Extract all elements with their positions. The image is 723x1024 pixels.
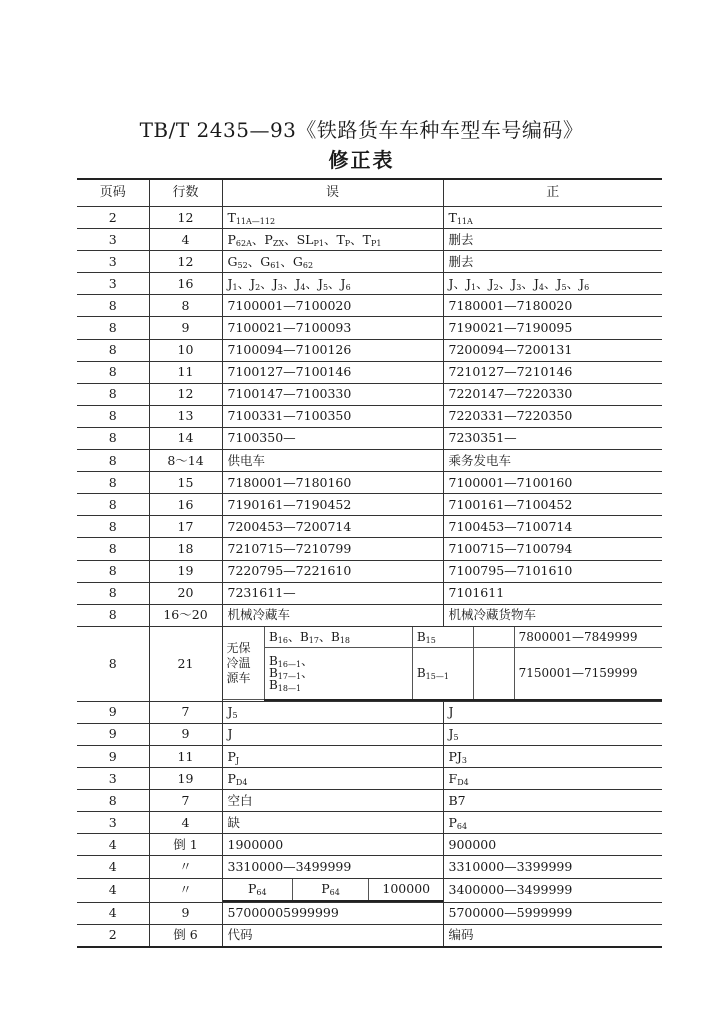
cold-sub2-blank xyxy=(473,647,514,700)
cell-correct: 900000 xyxy=(443,834,662,856)
table-row xyxy=(77,538,662,560)
cell-page: 4 xyxy=(77,834,149,856)
cold-subrow xyxy=(223,627,663,647)
table-row xyxy=(77,924,662,947)
table-row xyxy=(77,405,662,427)
cell-line: 11 xyxy=(149,361,222,383)
cell-page: 8 xyxy=(77,516,149,538)
cell-page: 8 xyxy=(77,604,149,626)
table-row xyxy=(77,317,662,339)
table-row-split xyxy=(77,878,662,902)
cell-page: 8 xyxy=(77,427,149,449)
cell-correct: 7220331—7220350 xyxy=(443,405,662,427)
table-row xyxy=(77,295,662,317)
cold-sub2-wrong-line: $B_{16—1}$、 xyxy=(268,654,314,670)
cell-wrong: 7100331—7100350 xyxy=(222,405,443,427)
cell-page: 8 xyxy=(77,790,149,812)
table-row xyxy=(77,427,662,449)
table-row xyxy=(77,273,662,295)
split-subrow xyxy=(223,879,444,901)
cell-wrong: $P_{D4}$ xyxy=(222,768,443,790)
cell-correct: 7220147—7220330 xyxy=(443,383,662,405)
cell-page: 4 xyxy=(77,856,149,878)
table-row xyxy=(77,339,662,361)
cell-correct: $P_{64}$ xyxy=(443,812,662,834)
cell-wrong: 7100094—7100126 xyxy=(222,339,443,361)
header-correct: 正 xyxy=(443,179,662,207)
cell-wrong: 7220795—7221610 xyxy=(222,560,443,582)
table-row xyxy=(77,902,662,924)
cold-subrow xyxy=(223,647,663,700)
cell-correct: J xyxy=(443,701,662,723)
cell-page: 8 xyxy=(77,560,149,582)
table-row xyxy=(77,494,662,516)
cell-line: 13 xyxy=(149,405,222,427)
cell-correct: $J_5$ xyxy=(443,723,662,745)
cell-wrong: 供电车 xyxy=(222,450,443,472)
table-row xyxy=(77,361,662,383)
cell-page: 3 xyxy=(77,251,149,273)
cell-wrong: 机械冷藏车 xyxy=(222,604,443,626)
cell-wrong: 缺 xyxy=(222,812,443,834)
table-row xyxy=(77,723,662,745)
cell-page: 3 xyxy=(77,229,149,251)
cell-correct: 删去 xyxy=(443,229,662,251)
cell-correct: 7101611 xyxy=(443,582,662,604)
cell-correct: 7100795—7101610 xyxy=(443,560,662,582)
cell-page: 8 xyxy=(77,339,149,361)
cold-sub1-correct: 7800001—7849999 xyxy=(514,627,662,647)
cold-sub1-blank xyxy=(473,627,514,647)
cell-correct: 乘务发电车 xyxy=(443,450,662,472)
cell-wrong: 7100001—7100020 xyxy=(222,295,443,317)
cell-page: 8 xyxy=(77,383,149,405)
table-row xyxy=(77,604,662,626)
header-wrong: 误 xyxy=(222,179,443,207)
cell-line: 8～14 xyxy=(149,450,222,472)
cell-line: 16 xyxy=(149,494,222,516)
cell-line: 14 xyxy=(149,427,222,449)
cell-line: 4 xyxy=(149,812,222,834)
cell-page: 9 xyxy=(77,701,149,723)
table-row-cold-car xyxy=(77,626,662,701)
table-row xyxy=(77,560,662,582)
cell-wrong: 7200453—7200714 xyxy=(222,516,443,538)
cell-line: 19 xyxy=(149,560,222,582)
cell-correct: $F_{D4}$ xyxy=(443,768,662,790)
document-subtitle: 修正表 xyxy=(328,148,395,172)
cell-correct: 7100453—7100714 xyxy=(443,516,662,538)
cell-page: 2 xyxy=(77,924,149,947)
split-wrong-b: $P_{64}$ xyxy=(293,879,369,901)
cell-wrong: 57000005999999 xyxy=(222,902,443,924)
cell-correct: 7100161—7100452 xyxy=(443,494,662,516)
cell-correct: 5700000—5999999 xyxy=(443,902,662,924)
cell-wrong: $P_{62A}$、$P_{ZX}$、$SL_{P1}$、$T_P$、$T_{P1}$ xyxy=(222,229,443,251)
cell-correct: 3400000—3499999 xyxy=(443,878,662,902)
cell-wrong: 3310000—3499999 xyxy=(222,856,443,878)
cell-line: 21 xyxy=(149,626,222,701)
errata-table xyxy=(77,178,662,948)
table-row xyxy=(77,701,662,723)
cell-line: 19 xyxy=(149,768,222,790)
cell-wrong: $G_{52}$、$G_{61}$、$G_{62}$ xyxy=(222,251,443,273)
table-row xyxy=(77,856,662,878)
table-row xyxy=(77,229,662,251)
cell-wrong: 7210715—7210799 xyxy=(222,538,443,560)
table-row xyxy=(77,745,662,767)
cell-page: 8 xyxy=(77,494,149,516)
cell-page: 4 xyxy=(77,902,149,924)
cell-line: 8 xyxy=(149,295,222,317)
cell-correct: 编码 xyxy=(443,924,662,947)
cell-wrong: 空白 xyxy=(222,790,443,812)
cell-wrong: 7100127—7100146 xyxy=(222,361,443,383)
split-subtable xyxy=(223,879,444,902)
cell-line: 18 xyxy=(149,538,222,560)
cell-correct: 7100715—7100794 xyxy=(443,538,662,560)
cell-correct: 7200094—7200131 xyxy=(443,339,662,361)
cold-sub1-wrong: $B_{16}$、$B_{17}$、$B_{18}$ xyxy=(264,627,412,647)
cell-correct: $PJ_3$ xyxy=(443,745,662,767)
cell-wrong: 代码 xyxy=(222,924,443,947)
cold-sub1-mid: $B_{15}$ xyxy=(412,627,473,647)
cell-correct: B7 xyxy=(443,790,662,812)
cell-wrong: 7100021—7100093 xyxy=(222,317,443,339)
split-wrong-a: $P_{64}$ xyxy=(223,879,293,901)
document-title: TB/T 2435—93《铁路货车车种车型车号编码》 xyxy=(139,118,584,142)
table-header-row xyxy=(77,179,662,207)
header-page: 页码 xyxy=(77,179,149,207)
cell-line: 倒 1 xyxy=(149,834,222,856)
cell-page: 8 xyxy=(77,538,149,560)
cell-line: 17 xyxy=(149,516,222,538)
cell-correct: 7210127—7210146 xyxy=(443,361,662,383)
cold-car-label-text: 无保冷温源车 xyxy=(226,640,251,685)
table-row xyxy=(77,582,662,604)
header-line: 行数 xyxy=(149,179,222,207)
table-row xyxy=(77,768,662,790)
cell-wrong: 7180001—7180160 xyxy=(222,472,443,494)
cell-wrong: 7100147—7100330 xyxy=(222,383,443,405)
cell-wrong: 7190161—7190452 xyxy=(222,494,443,516)
table-row xyxy=(77,812,662,834)
cold-sub2-wrong xyxy=(264,647,412,700)
cell-line: 9 xyxy=(149,317,222,339)
cold-car-subtable xyxy=(223,627,663,701)
cell-page: 3 xyxy=(77,812,149,834)
cell-line: 9 xyxy=(149,902,222,924)
cell-wrong: $J_5$ xyxy=(222,701,443,723)
cell-page: 9 xyxy=(77,723,149,745)
cell-correct: J、$J_1$、$J_2$、$J_3$、$J_4$、$J_5$、$J_6$ xyxy=(443,273,662,295)
cell-page: 8 xyxy=(77,472,149,494)
cell-line: 4 xyxy=(149,229,222,251)
cell-correct: 机械冷藏货物车 xyxy=(443,604,662,626)
cold-sub2-correct: 7150001—7159999 xyxy=(514,647,662,700)
table-row xyxy=(77,790,662,812)
cell-line: 16～20 xyxy=(149,604,222,626)
table-row xyxy=(77,383,662,405)
cell-page: 8 xyxy=(77,405,149,427)
cell-wrong: 1900000 xyxy=(222,834,443,856)
cell-page: 3 xyxy=(77,768,149,790)
cell-page: 8 xyxy=(77,361,149,383)
table-row xyxy=(77,450,662,472)
table-row xyxy=(77,207,662,229)
split-wrong-c: 100000 xyxy=(369,879,444,901)
cell-correct: 7230351— xyxy=(443,427,662,449)
cell-wrong: 7231611— xyxy=(222,582,443,604)
cell-line: 〃 xyxy=(149,878,222,902)
cell-wrong-split xyxy=(222,878,443,902)
cell-line: 12 xyxy=(149,251,222,273)
cell-page: 8 xyxy=(77,317,149,339)
cell-line: 10 xyxy=(149,339,222,361)
cell-line: 9 xyxy=(149,723,222,745)
cell-line: 7 xyxy=(149,701,222,723)
cell-line: 12 xyxy=(149,383,222,405)
table-row xyxy=(77,516,662,538)
cell-line: 15 xyxy=(149,472,222,494)
cell-correct: 删去 xyxy=(443,251,662,273)
cell-line: 20 xyxy=(149,582,222,604)
table-row xyxy=(77,472,662,494)
cold-car-detail xyxy=(222,626,662,701)
cell-correct: 7190021—7190095 xyxy=(443,317,662,339)
cell-wrong: 7100350— xyxy=(222,427,443,449)
cell-page: 4 xyxy=(77,878,149,902)
cell-line: 倒 6 xyxy=(149,924,222,947)
cell-correct: 3310000—3399999 xyxy=(443,856,662,878)
cold-sub2-mid: $B_{15—1}$ xyxy=(412,647,473,700)
cell-line: 〃 xyxy=(149,856,222,878)
cell-correct: 7100001—7100160 xyxy=(443,472,662,494)
cell-page: 8 xyxy=(77,582,149,604)
cell-line: 7 xyxy=(149,790,222,812)
cold-car-label xyxy=(223,627,265,700)
cell-line: 12 xyxy=(149,207,222,229)
cell-page: 3 xyxy=(77,273,149,295)
cell-wrong: J xyxy=(222,723,443,745)
cell-line: 11 xyxy=(149,745,222,767)
cell-page: 8 xyxy=(77,626,149,701)
cell-page: 2 xyxy=(77,207,149,229)
cell-wrong: $P_J$ xyxy=(222,745,443,767)
table-row xyxy=(77,251,662,273)
cell-correct: $T_{11A}$ xyxy=(443,207,662,229)
cell-page: 8 xyxy=(77,450,149,472)
cold-sub2-wrong-line: $B_{17—1}$、 xyxy=(268,666,314,682)
cell-wrong: $T_{11A—112}$ xyxy=(222,207,443,229)
cell-page: 9 xyxy=(77,745,149,767)
table-row xyxy=(77,834,662,856)
cell-wrong: $J_1$、$J_2$、$J_3$、$J_4$、$J_5$、$J_6$ xyxy=(222,273,443,295)
cell-correct: 7180001—7180020 xyxy=(443,295,662,317)
cell-line: 16 xyxy=(149,273,222,295)
cell-page: 8 xyxy=(77,295,149,317)
cold-sub2-wrong-line: $B_{18—1}$ xyxy=(268,678,302,694)
